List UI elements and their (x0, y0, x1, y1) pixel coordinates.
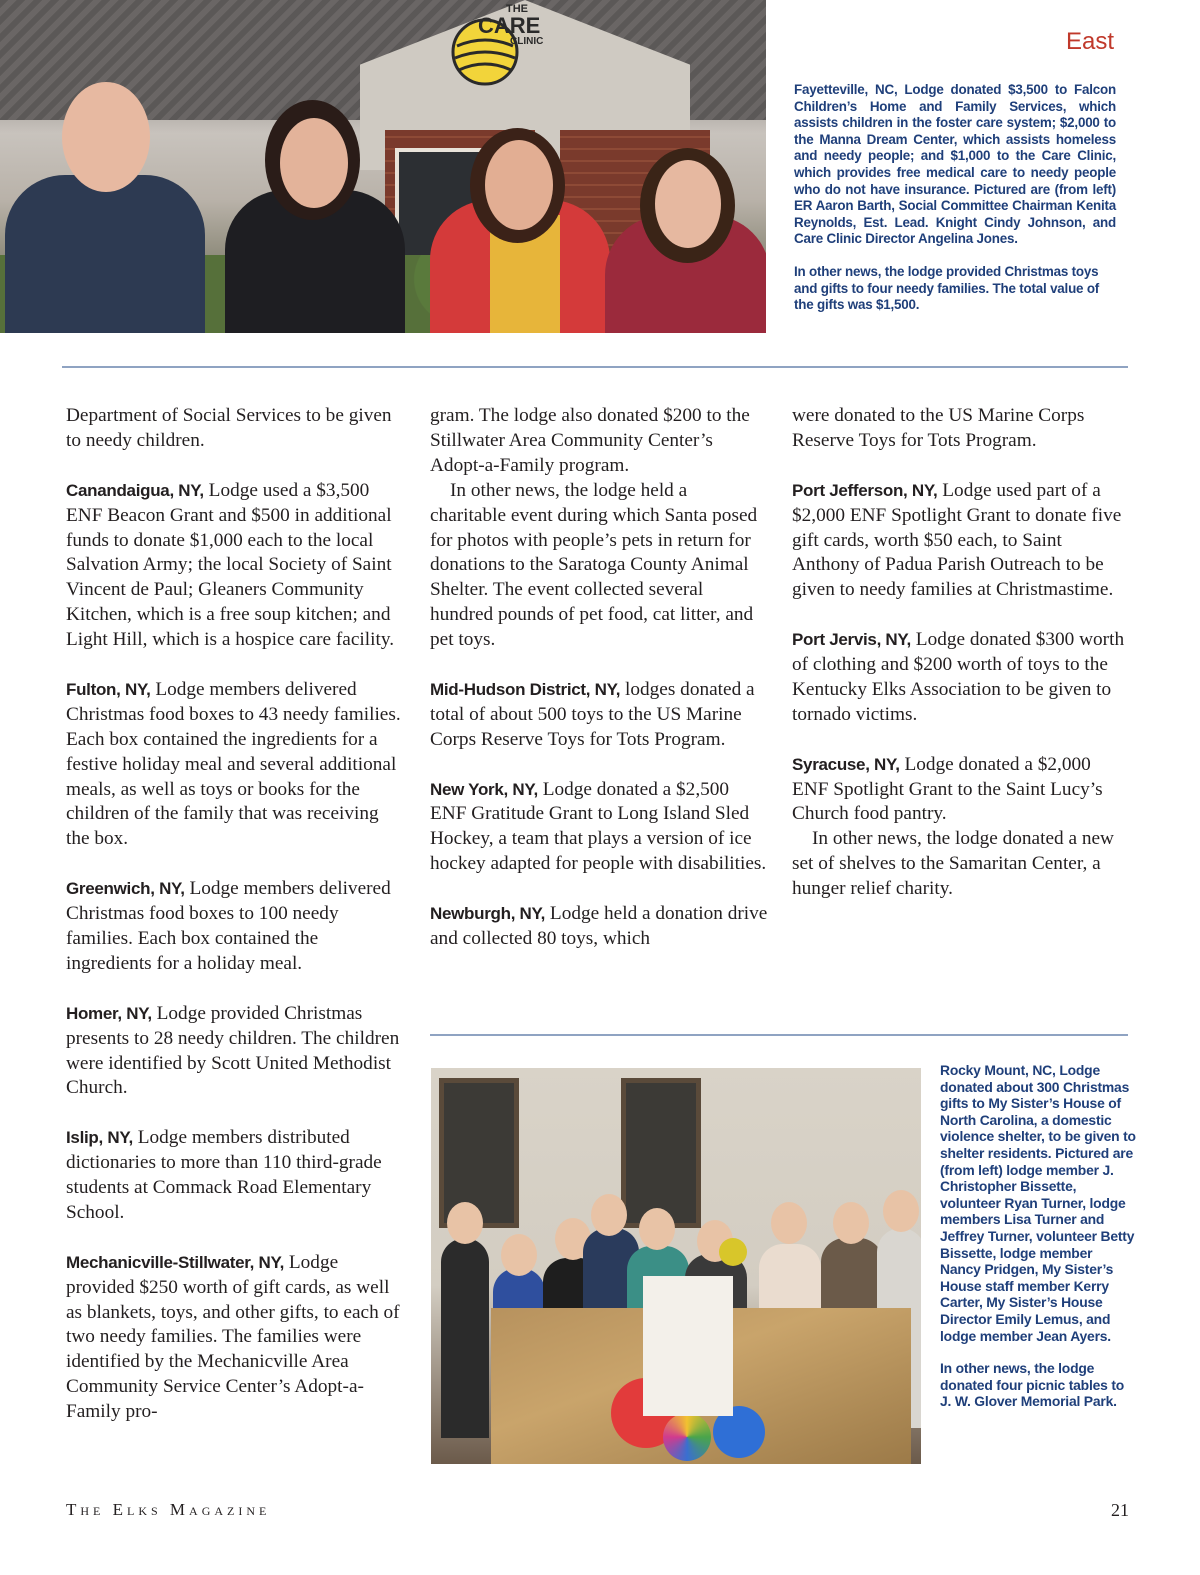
item-mechanicville (66, 1251, 404, 1425)
bottom-photo (431, 1068, 921, 1464)
place-name: Mid-Hudson District, NY, (430, 679, 621, 699)
top-photo (0, 0, 766, 333)
item-text: Lodge members distributed dictionaries to more than 110 third-grade students at Commack Road Elementary School. (66, 1127, 382, 1223)
place-name: Mechanicville-Stillwater, NY, (66, 1252, 285, 1272)
caption-place: Fayetteville, NC, (794, 82, 898, 97)
item-port-jervis (792, 628, 1132, 728)
item-text: Lodge donated a $2,500 ENF Gratitude Grant to Long Island Sled Hockey, a team that plays a version of ice hockey adapted for people with disabilities. (430, 778, 767, 875)
place-name: Newburgh, NY, (430, 904, 546, 924)
item-text: Lodge donated $300 worth of clothing and $200 worth of toys to the Kentucky Elks Association to be given to tornado victims. (792, 629, 1125, 725)
sign-line-2: CARE (478, 13, 541, 38)
face (447, 1202, 483, 1244)
item-text: Lodge used a $3,500 ENF Beacon Grant and $500 in additional funds to donate $1,000 each to the local Salvation Army; the local Society of Saint Vincent de Paul; Gleaners Community Kitchen, which is a free soup kitchen; and Light Hill, which is a hospice care facility. (66, 479, 395, 651)
item-text: Lodge used part of a $2,000 ENF Spotlight Grant to donate five gift cards, worth $50 each, to Saint Anthony of Padua Parish Outreach to be given to needy families at Christmastime. (792, 479, 1122, 601)
col2-continued: gram. The lodge also donated $200 to the Stillwater Area Community Center’s Adopt-a-Family program. (430, 405, 750, 476)
col3-other-news: In other news, the lodge donated a new set of shelves to the Samaritan Center, a hunger relief charity. (792, 828, 1114, 900)
divider-top (62, 366, 1128, 368)
page-number: 21 (1111, 1500, 1129, 1520)
place-name: Port Jervis, NY, (792, 630, 911, 650)
place-name: Canandaigua, NY, (66, 480, 204, 500)
item-islip (66, 1126, 404, 1226)
col2-other-news: In other news, the lodge held a charitable event during which Santa posed for photos with people’s pets in return for donations to the Saratoga County Animal Shelter. The event collected several hundred pounds of pet food, cat litter, and pet toys. (430, 479, 758, 651)
face (591, 1194, 627, 1236)
room-window-left (439, 1078, 519, 1228)
item-text: Lodge provided Christmas presents to 28 needy children. The children were identified by Scott United Methodist Church. (66, 1002, 400, 1099)
footer-magazine-title: The Elks Magazine (66, 1500, 271, 1519)
item-newburgh (430, 902, 768, 952)
column-3 (792, 404, 1132, 927)
room-window-right (621, 1078, 701, 1228)
item-text: lodges donated a total of about 500 toys to the US Marine Corps Reserve Toys for Tots Program. (430, 678, 755, 750)
item-canandaigua (66, 479, 404, 653)
item-text: Lodge held a donation drive and collected 80 toys, which (430, 903, 768, 949)
column-2 (430, 404, 768, 952)
item-text: Lodge members delivered Christmas food boxes to 100 needy families. Each box contained the ingredients for a holiday meal. (66, 878, 391, 974)
item-mid-hudson (430, 678, 768, 753)
place-name: Greenwich, NY, (66, 879, 185, 899)
top-caption-other-news: In other news, the lodge provided Christmas toys and gifts to four needy families. The total value of the gifts was $1,500. (794, 263, 1100, 313)
white-box (643, 1276, 733, 1416)
place-name: Homer, NY, (66, 1003, 152, 1023)
item-fulton (66, 678, 404, 852)
place-name: Islip, NY, (66, 1128, 133, 1148)
caption-text: Lodge donated $3,500 to Falcon Children’s Home and Family Services, which assists children in the foster care system; $2,000 to the Manna Dream Center, which assists homeless and needy people; and $1,000 to the Care Clinic, which provides free medical care to needy people who do not have insurance. Pictured are (from left) ER Aaron Barth, Social Committee Chairman Kenita Reynolds, Est. Lead. Knight Cindy Johnson, and Care Clinic Director Angelina Jones. (794, 82, 1117, 247)
place-name: Fulton, NY, (66, 679, 151, 699)
item-homer (66, 1002, 404, 1102)
face (833, 1202, 869, 1244)
person (441, 1238, 489, 1438)
top-caption (794, 82, 1116, 330)
item-text: Lodge donated a $2,000 ENF Spotlight Grant to the Saint Lucy’s Church food pantry. (792, 753, 1103, 825)
face (771, 1202, 807, 1244)
item-greenwich (66, 877, 404, 977)
face (639, 1208, 675, 1250)
place-name: Syracuse, NY, (792, 754, 900, 774)
sign-line-1: THE (506, 3, 528, 15)
item-text: Lodge provided $250 worth of gift cards, as well as blankets, toys, and other gifts, to each of two needy families. The families were identified by the Mechanicville Area Community Service Center’s Adopt-a-Family pro- (66, 1251, 400, 1423)
clinic-sign (478, 4, 543, 47)
place-name: Port Jefferson, NY, (792, 480, 938, 500)
item-syracuse (792, 753, 1132, 828)
divider-bottom (430, 1034, 1128, 1036)
sign-line-3: CLINIC (510, 36, 544, 47)
item-text: Lodge members delivered Christmas food boxes to 43 needy families. Each box contained the ingredients for a festive holiday meal and several additional meals, as well as toys or books for the children of the family that was receiving the box. (66, 678, 401, 850)
col3-continued: were donated to the US Marine Corps Reserve Toys for Tots Program. (792, 405, 1085, 451)
caption-text: Lodge donated about 300 Christmas gifts to My Sister’s House of North Carolina, a domestic violence shelter, to be given to shelter residents. Pictured are (from left) lodge member J. Christopher Bissette, volunteer Ryan Turner, lodge members Lisa Turner and Jeffrey Turner, volunteer Betty Bissette, lodge member Nancy Pridgen, My Sister’s House staff member Kerry Carter, My Sister’s House Director Emily Lemus, and lodge member Jean Ayers. (940, 1062, 1136, 1344)
bottom-caption (940, 1062, 1136, 1426)
face (501, 1234, 537, 1276)
place-name: New York, NY, (430, 779, 538, 799)
face (883, 1190, 919, 1232)
top-caption-main (794, 82, 1116, 248)
bottom-caption-main (940, 1062, 1136, 1344)
rainbow-ball (663, 1413, 711, 1461)
caption-place: Rocky Mount, NC, (940, 1062, 1056, 1078)
section-label: East (1065, 28, 1114, 55)
col1-opening: Department of Social Services to be given to needy children. (66, 405, 392, 451)
column-1 (66, 404, 404, 1425)
item-port-jefferson (792, 479, 1132, 604)
item-new-york (430, 778, 768, 878)
bottom-caption-other-news: In other news, the lodge donated four picnic tables to J. W. Glover Memorial Park. (940, 1360, 1125, 1410)
yellow-ball (719, 1238, 747, 1266)
